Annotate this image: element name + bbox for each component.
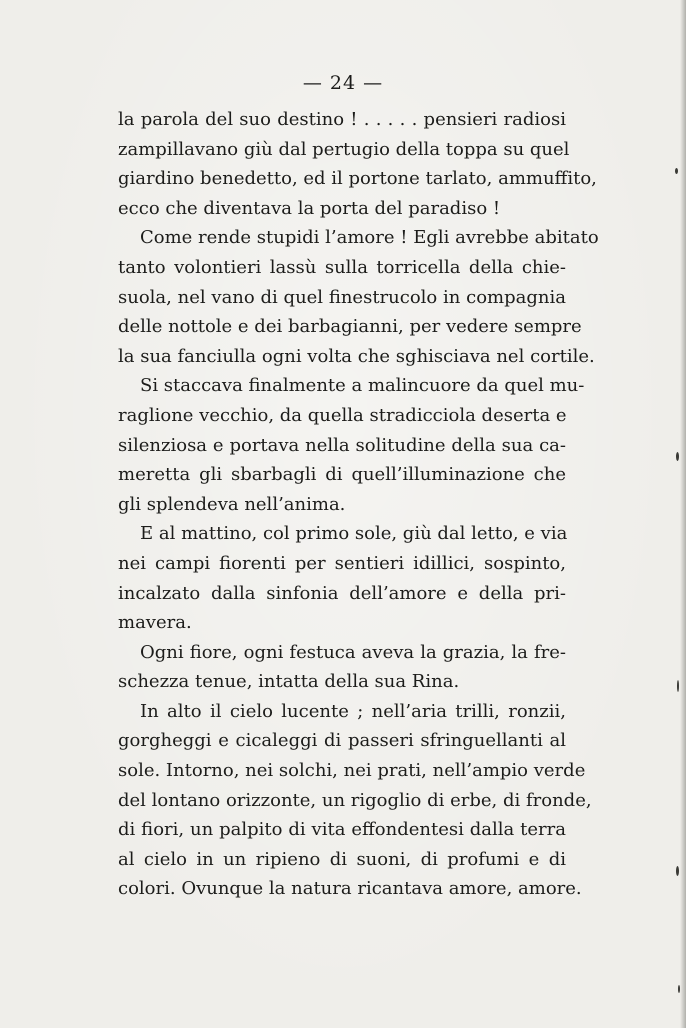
text-line: Ogni fiore, ogni festuca aveva la grazia, la fre-: [140, 641, 566, 663]
ink-speck: [678, 985, 680, 993]
page-number: — 24 —: [302, 72, 384, 94]
text-line: suola, nel vano di quel finestrucolo in compagnia: [118, 286, 566, 308]
text-line: silenziosa e portava nella solitudine della sua ca-: [118, 434, 566, 456]
text-line: colori. Ovunque la natura ricantava amore, amore.: [118, 878, 582, 900]
text-line: sole. Intorno, nei solchi, nei prati, nell’ampio verde: [118, 760, 586, 782]
text-line: raglione vecchio, da quella stradicciola deserta e: [118, 404, 567, 426]
text-line: la sua fanciulla ogni volta che sghisciava nel cortile.: [118, 345, 595, 367]
text-line: tanto volontieri lassù sulla torricella della chie-: [118, 256, 566, 278]
text-line: al cielo in un ripieno di suoni, di profumi e di: [118, 848, 566, 870]
ink-speck: [676, 452, 679, 461]
text-line: gorgheggi e cicaleggi di passeri sfringuellanti al: [118, 730, 566, 752]
ink-speck: [675, 168, 678, 174]
text-line: meretta gli sbarbagli di quell’illuminazione che: [118, 464, 566, 486]
page-edge-shadow: [680, 0, 686, 1028]
text-line: la parola del suo destino ! . . . . . pensieri radiosi: [118, 109, 566, 130]
text-line: In alto il cielo lucente ; nell’aria trilli, ronzii,: [140, 700, 566, 722]
text-line: delle nottole e dei barbagianni, per vedere sempre: [118, 316, 582, 338]
text-line: E al mattino, col primo sole, giù dal letto, e via: [140, 523, 568, 545]
ink-speck: [677, 680, 679, 692]
text-line: gli splendeva nell’anima.: [118, 493, 346, 515]
text-line: zampillavano giù dal pertugio della toppa su quel: [118, 138, 570, 160]
text-line: schezza tenue, intatta della sua Rina.: [118, 671, 460, 693]
text-line: del lontano orizzonte, un rigoglio di erbe, di fronde,: [118, 789, 592, 811]
text-line: giardino benedetto, ed il portone tarlato, ammuffito,: [118, 168, 597, 190]
text-line: di fiori, un palpito di vita effondentesi dalla terra: [118, 819, 566, 841]
ink-speck: [676, 866, 679, 876]
body-text: [118, 105, 599, 904]
text-line: Come rende stupidi l’amore ! Egli avrebbe abitato: [140, 227, 599, 249]
text-line: mavera.: [118, 612, 192, 634]
text-line: nei campi fiorenti per sentieri idillici, sospinto,: [118, 552, 566, 574]
text-line: incalzato dalla sinfonia dell’amore e della pri-: [118, 582, 566, 604]
text-line: ecco che diventava la porta del paradiso !: [118, 197, 501, 219]
text-line: Si staccava finalmente a malincuore da quel mu-: [140, 375, 585, 397]
